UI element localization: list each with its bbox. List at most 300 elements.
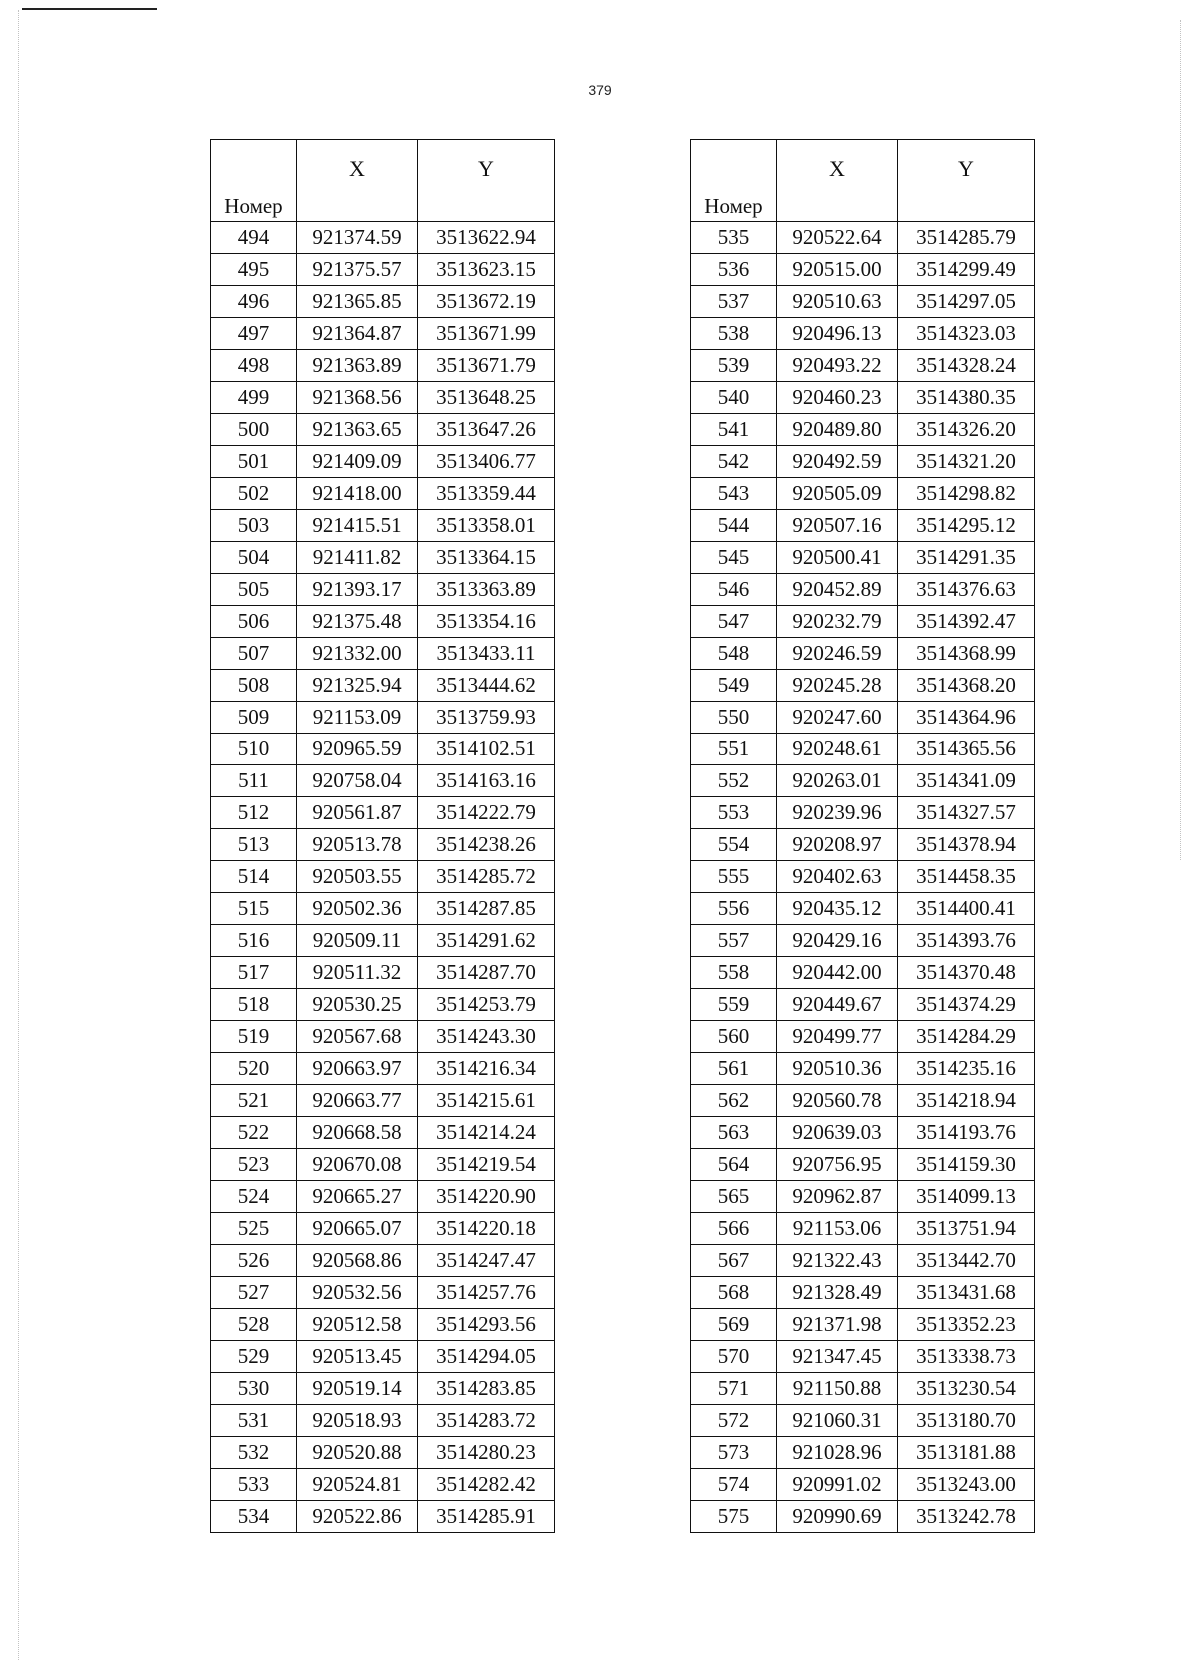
table-row (691, 573, 1035, 605)
y-coordinate-cell: 3514374.29 (898, 989, 1035, 1021)
x-coordinate-cell: 920402.63 (777, 861, 898, 893)
point-number-cell: 547 (691, 605, 777, 637)
y-coordinate-cell: 3514291.62 (418, 925, 555, 957)
point-number-cell: 504 (211, 541, 297, 573)
x-coordinate-cell: 921328.49 (777, 1276, 898, 1308)
point-number-cell: 560 (691, 1021, 777, 1053)
y-coordinate-cell: 3513352.23 (898, 1308, 1035, 1340)
table-row (691, 1436, 1035, 1468)
y-coordinate-cell: 3514218.94 (898, 1085, 1035, 1117)
table-row (211, 253, 555, 285)
table-row (691, 1021, 1035, 1053)
x-coordinate-cell: 920460.23 (777, 381, 898, 413)
y-coordinate-cell: 3514393.76 (898, 925, 1035, 957)
y-coordinate-cell: 3514400.41 (898, 893, 1035, 925)
table-row (691, 733, 1035, 765)
point-number-cell: 564 (691, 1149, 777, 1181)
x-coordinate-cell: 920522.64 (777, 222, 898, 254)
point-number-cell: 549 (691, 669, 777, 701)
table-row (211, 797, 555, 829)
point-number-cell: 553 (691, 797, 777, 829)
table-row (211, 381, 555, 413)
x-coordinate-cell: 921415.51 (297, 509, 418, 541)
table-row (211, 1468, 555, 1500)
table-row (691, 1404, 1035, 1436)
table-row (211, 669, 555, 701)
table-row (211, 477, 555, 509)
y-coordinate-cell: 3514327.57 (898, 797, 1035, 829)
scan-edge-right (1180, 20, 1183, 860)
y-coordinate-cell: 3514326.20 (898, 413, 1035, 445)
table-row (211, 222, 555, 254)
table-row (691, 829, 1035, 861)
x-coordinate-cell: 920489.80 (777, 413, 898, 445)
y-coordinate-cell: 3513671.99 (418, 317, 555, 349)
x-coordinate-cell: 920429.16 (777, 925, 898, 957)
table-row (691, 381, 1035, 413)
y-coordinate-cell: 3514285.91 (418, 1500, 555, 1532)
y-coordinate-cell: 3514298.82 (898, 477, 1035, 509)
y-coordinate-cell: 3514341.09 (898, 765, 1035, 797)
y-coordinate-cell: 3514099.13 (898, 1181, 1035, 1213)
point-number-cell: 567 (691, 1245, 777, 1277)
y-coordinate-cell: 3513180.70 (898, 1404, 1035, 1436)
y-coordinate-cell: 3514280.23 (418, 1436, 555, 1468)
scan-edge-left (18, 10, 21, 1660)
table-row (691, 637, 1035, 669)
x-coordinate-cell: 920208.97 (777, 829, 898, 861)
table-row (691, 701, 1035, 733)
x-coordinate-cell: 920561.87 (297, 797, 418, 829)
x-coordinate-cell: 920663.97 (297, 1053, 418, 1085)
x-coordinate-cell: 921153.06 (777, 1213, 898, 1245)
x-coordinate-cell: 920990.69 (777, 1500, 898, 1532)
point-number-cell: 502 (211, 477, 297, 509)
table-row (691, 605, 1035, 637)
x-coordinate-cell: 920509.11 (297, 925, 418, 957)
point-number-cell: 509 (211, 701, 297, 733)
point-number-cell: 561 (691, 1053, 777, 1085)
table-row (691, 925, 1035, 957)
y-coordinate-cell: 3514282.42 (418, 1468, 555, 1500)
x-coordinate-cell: 921060.31 (777, 1404, 898, 1436)
column-header-y: Y (898, 140, 1035, 222)
table-row (211, 1340, 555, 1372)
point-number-cell: 552 (691, 765, 777, 797)
table-row (691, 222, 1035, 254)
y-coordinate-cell: 3514235.16 (898, 1053, 1035, 1085)
point-number-cell: 544 (691, 509, 777, 541)
x-coordinate-cell: 921153.09 (297, 701, 418, 733)
x-coordinate-cell: 920435.12 (777, 893, 898, 925)
point-number-cell: 528 (211, 1308, 297, 1340)
x-coordinate-cell: 920500.41 (777, 541, 898, 573)
x-coordinate-cell: 920239.96 (777, 797, 898, 829)
x-coordinate-cell: 921371.98 (777, 1308, 898, 1340)
table-row (211, 1372, 555, 1404)
point-number-cell: 570 (691, 1340, 777, 1372)
x-coordinate-cell: 920568.86 (297, 1245, 418, 1277)
y-coordinate-cell: 3514159.30 (898, 1149, 1035, 1181)
point-number-cell: 497 (211, 317, 297, 349)
point-number-cell: 524 (211, 1181, 297, 1213)
point-number-cell: 503 (211, 509, 297, 541)
y-coordinate-cell: 3513431.68 (898, 1276, 1035, 1308)
x-coordinate-cell: 920639.03 (777, 1117, 898, 1149)
point-number-cell: 531 (211, 1404, 297, 1436)
y-coordinate-cell: 3514287.70 (418, 957, 555, 989)
point-number-cell: 535 (691, 222, 777, 254)
table-row (691, 1149, 1035, 1181)
y-coordinate-cell: 3514219.54 (418, 1149, 555, 1181)
table-row (691, 445, 1035, 477)
point-number-cell: 556 (691, 893, 777, 925)
x-coordinate-cell: 921374.59 (297, 222, 418, 254)
y-coordinate-cell: 3513363.89 (418, 573, 555, 605)
table-header-row (211, 140, 555, 222)
y-coordinate-cell: 3514220.18 (418, 1213, 555, 1245)
point-number-cell: 516 (211, 925, 297, 957)
table-header-row (691, 140, 1035, 222)
table-row (211, 893, 555, 925)
table-row (691, 1053, 1035, 1085)
point-number-cell: 536 (691, 253, 777, 285)
y-coordinate-cell: 3514222.79 (418, 797, 555, 829)
y-coordinate-cell: 3514458.35 (898, 861, 1035, 893)
x-coordinate-cell: 920567.68 (297, 1021, 418, 1053)
y-coordinate-cell: 3513671.79 (418, 349, 555, 381)
point-number-cell: 507 (211, 637, 297, 669)
x-coordinate-cell: 921368.56 (297, 381, 418, 413)
y-coordinate-cell: 3513359.44 (418, 477, 555, 509)
y-coordinate-cell: 3514376.63 (898, 573, 1035, 605)
x-coordinate-cell: 920522.86 (297, 1500, 418, 1532)
point-number-cell: 518 (211, 989, 297, 1021)
x-coordinate-cell: 920511.32 (297, 957, 418, 989)
x-coordinate-cell: 920449.67 (777, 989, 898, 1021)
table-row (211, 1213, 555, 1245)
y-coordinate-cell: 3514287.85 (418, 893, 555, 925)
table-row (691, 1213, 1035, 1245)
point-number-cell: 511 (211, 765, 297, 797)
y-coordinate-cell: 3514378.94 (898, 829, 1035, 861)
x-coordinate-cell: 920512.58 (297, 1308, 418, 1340)
table-row (211, 1404, 555, 1436)
x-coordinate-cell: 920510.36 (777, 1053, 898, 1085)
point-number-cell: 551 (691, 733, 777, 765)
scan-mark (22, 8, 157, 10)
table-row (691, 957, 1035, 989)
table-row (691, 669, 1035, 701)
x-coordinate-cell: 921028.96 (777, 1436, 898, 1468)
point-number-cell: 566 (691, 1213, 777, 1245)
y-coordinate-cell: 3514102.51 (418, 733, 555, 765)
table-row (211, 541, 555, 573)
column-header-number: Номер (691, 140, 777, 222)
point-number-cell: 569 (691, 1308, 777, 1340)
y-coordinate-cell: 3514293.56 (418, 1308, 555, 1340)
y-coordinate-cell: 3513338.73 (898, 1340, 1035, 1372)
y-coordinate-cell: 3513751.94 (898, 1213, 1035, 1245)
y-coordinate-cell: 3514285.72 (418, 861, 555, 893)
table-row (211, 701, 555, 733)
y-coordinate-cell: 3514328.24 (898, 349, 1035, 381)
x-coordinate-cell: 921418.00 (297, 477, 418, 509)
x-coordinate-cell: 921364.87 (297, 317, 418, 349)
table-row (691, 1181, 1035, 1213)
table-row (211, 349, 555, 381)
x-coordinate-cell: 921150.88 (777, 1372, 898, 1404)
table-row (211, 1500, 555, 1532)
x-coordinate-cell: 920263.01 (777, 765, 898, 797)
y-coordinate-cell: 3513358.01 (418, 509, 555, 541)
x-coordinate-cell: 920502.36 (297, 893, 418, 925)
x-coordinate-cell: 921347.45 (777, 1340, 898, 1372)
point-number-cell: 568 (691, 1276, 777, 1308)
table-row (691, 989, 1035, 1021)
x-coordinate-cell: 920492.59 (777, 445, 898, 477)
column-header-x: X (297, 140, 418, 222)
x-coordinate-cell: 921332.00 (297, 637, 418, 669)
table-row (691, 349, 1035, 381)
y-coordinate-cell: 3514220.90 (418, 1181, 555, 1213)
point-number-cell: 559 (691, 989, 777, 1021)
table-row (211, 1117, 555, 1149)
table-row (211, 445, 555, 477)
point-number-cell: 521 (211, 1085, 297, 1117)
table-row (691, 1340, 1035, 1372)
y-coordinate-cell: 3514216.34 (418, 1053, 555, 1085)
point-number-cell: 558 (691, 957, 777, 989)
y-coordinate-cell: 3514285.79 (898, 222, 1035, 254)
y-coordinate-cell: 3514215.61 (418, 1085, 555, 1117)
point-number-cell: 563 (691, 1117, 777, 1149)
x-coordinate-cell: 920513.45 (297, 1340, 418, 1372)
x-coordinate-cell: 921393.17 (297, 573, 418, 605)
table-row (691, 1117, 1035, 1149)
point-number-cell: 534 (211, 1500, 297, 1532)
table-row (211, 829, 555, 861)
y-coordinate-cell: 3514253.79 (418, 989, 555, 1021)
y-coordinate-cell: 3513444.62 (418, 669, 555, 701)
x-coordinate-cell: 920515.00 (777, 253, 898, 285)
point-number-cell: 574 (691, 1468, 777, 1500)
x-coordinate-cell: 921375.57 (297, 253, 418, 285)
y-coordinate-cell: 3514368.20 (898, 669, 1035, 701)
point-number-cell: 533 (211, 1468, 297, 1500)
table-row (211, 573, 555, 605)
y-coordinate-cell: 3514283.85 (418, 1372, 555, 1404)
x-coordinate-cell: 920965.59 (297, 733, 418, 765)
table-row (211, 861, 555, 893)
point-number-cell: 495 (211, 253, 297, 285)
point-number-cell: 540 (691, 381, 777, 413)
x-coordinate-cell: 921363.65 (297, 413, 418, 445)
y-coordinate-cell: 3514284.29 (898, 1021, 1035, 1053)
x-coordinate-cell: 921322.43 (777, 1245, 898, 1277)
y-coordinate-cell: 3513622.94 (418, 222, 555, 254)
y-coordinate-cell: 3514297.05 (898, 285, 1035, 317)
point-number-cell: 500 (211, 413, 297, 445)
y-coordinate-cell: 3513672.19 (418, 285, 555, 317)
point-number-cell: 498 (211, 349, 297, 381)
column-header-number: Номер (211, 140, 297, 222)
x-coordinate-cell: 920532.56 (297, 1276, 418, 1308)
table-row (211, 605, 555, 637)
x-coordinate-cell: 920507.16 (777, 509, 898, 541)
y-coordinate-cell: 3513442.70 (898, 1245, 1035, 1277)
table-row (691, 413, 1035, 445)
y-coordinate-cell: 3514243.30 (418, 1021, 555, 1053)
x-coordinate-cell: 921411.82 (297, 541, 418, 573)
table-row (211, 1053, 555, 1085)
y-coordinate-cell: 3514299.49 (898, 253, 1035, 285)
y-coordinate-cell: 3514295.12 (898, 509, 1035, 541)
point-number-cell: 510 (211, 733, 297, 765)
table-row (211, 1245, 555, 1277)
x-coordinate-cell: 920520.88 (297, 1436, 418, 1468)
y-coordinate-cell: 3514283.72 (418, 1404, 555, 1436)
x-coordinate-cell: 920665.27 (297, 1181, 418, 1213)
table-row (691, 1085, 1035, 1117)
y-coordinate-cell: 3514368.99 (898, 637, 1035, 669)
y-coordinate-cell: 3514163.16 (418, 765, 555, 797)
x-coordinate-cell: 920513.78 (297, 829, 418, 861)
point-number-cell: 530 (211, 1372, 297, 1404)
point-number-cell: 571 (691, 1372, 777, 1404)
point-number-cell: 554 (691, 829, 777, 861)
table-row (691, 1500, 1035, 1532)
y-coordinate-cell: 3514323.03 (898, 317, 1035, 349)
table-row (691, 797, 1035, 829)
y-coordinate-cell: 3513181.88 (898, 1436, 1035, 1468)
point-number-cell: 505 (211, 573, 297, 605)
x-coordinate-cell: 920503.55 (297, 861, 418, 893)
x-coordinate-cell: 920452.89 (777, 573, 898, 605)
x-coordinate-cell: 920530.25 (297, 989, 418, 1021)
point-number-cell: 538 (691, 317, 777, 349)
x-coordinate-cell: 920510.63 (777, 285, 898, 317)
point-number-cell: 522 (211, 1117, 297, 1149)
point-number-cell: 515 (211, 893, 297, 925)
x-coordinate-cell: 920496.13 (777, 317, 898, 349)
y-coordinate-cell: 3514365.56 (898, 733, 1035, 765)
column-header-x: X (777, 140, 898, 222)
point-number-cell: 575 (691, 1500, 777, 1532)
point-number-cell: 519 (211, 1021, 297, 1053)
table-row (691, 285, 1035, 317)
table-row (211, 317, 555, 349)
point-number-cell: 523 (211, 1149, 297, 1181)
point-number-cell: 512 (211, 797, 297, 829)
point-number-cell: 527 (211, 1276, 297, 1308)
table-row (211, 1308, 555, 1340)
y-coordinate-cell: 3514291.35 (898, 541, 1035, 573)
x-coordinate-cell: 920524.81 (297, 1468, 418, 1500)
x-coordinate-cell: 920246.59 (777, 637, 898, 669)
point-number-cell: 573 (691, 1436, 777, 1468)
point-number-cell: 526 (211, 1245, 297, 1277)
x-coordinate-cell: 920248.61 (777, 733, 898, 765)
x-coordinate-cell: 921409.09 (297, 445, 418, 477)
table-row (691, 317, 1035, 349)
point-number-cell: 543 (691, 477, 777, 509)
x-coordinate-cell: 920505.09 (777, 477, 898, 509)
table-row (211, 925, 555, 957)
x-coordinate-cell: 921363.89 (297, 349, 418, 381)
x-coordinate-cell: 920518.93 (297, 1404, 418, 1436)
y-coordinate-cell: 3513354.16 (418, 605, 555, 637)
y-coordinate-cell: 3514257.76 (418, 1276, 555, 1308)
table-row (211, 1181, 555, 1213)
table-row (211, 957, 555, 989)
table-row (691, 1245, 1035, 1277)
point-number-cell: 557 (691, 925, 777, 957)
table-row (691, 477, 1035, 509)
point-number-cell: 548 (691, 637, 777, 669)
table-row (211, 285, 555, 317)
x-coordinate-cell: 920668.58 (297, 1117, 418, 1149)
table-row (691, 541, 1035, 573)
point-number-cell: 496 (211, 285, 297, 317)
point-number-cell: 517 (211, 957, 297, 989)
point-number-cell: 539 (691, 349, 777, 381)
x-coordinate-cell: 920232.79 (777, 605, 898, 637)
table-row (211, 637, 555, 669)
y-coordinate-cell: 3514321.20 (898, 445, 1035, 477)
point-number-cell: 494 (211, 222, 297, 254)
point-number-cell: 541 (691, 413, 777, 445)
point-number-cell: 542 (691, 445, 777, 477)
point-number-cell: 508 (211, 669, 297, 701)
table-row (691, 893, 1035, 925)
x-coordinate-cell: 920991.02 (777, 1468, 898, 1500)
x-coordinate-cell: 920493.22 (777, 349, 898, 381)
y-coordinate-cell: 3513623.15 (418, 253, 555, 285)
table-row (211, 1021, 555, 1053)
y-coordinate-cell: 3514193.76 (898, 1117, 1035, 1149)
table-row (211, 1276, 555, 1308)
y-coordinate-cell: 3513433.11 (418, 637, 555, 669)
x-coordinate-cell: 920519.14 (297, 1372, 418, 1404)
point-number-cell: 513 (211, 829, 297, 861)
y-coordinate-cell: 3513364.15 (418, 541, 555, 573)
point-number-cell: 529 (211, 1340, 297, 1372)
point-number-cell: 545 (691, 541, 777, 573)
table-row (691, 509, 1035, 541)
table-row (211, 413, 555, 445)
y-coordinate-cell: 3514380.35 (898, 381, 1035, 413)
x-coordinate-cell: 920756.95 (777, 1149, 898, 1181)
point-number-cell: 562 (691, 1085, 777, 1117)
point-number-cell: 555 (691, 861, 777, 893)
point-number-cell: 537 (691, 285, 777, 317)
table-row (211, 765, 555, 797)
x-coordinate-cell: 920247.60 (777, 701, 898, 733)
table-row (691, 765, 1035, 797)
y-coordinate-cell: 3513648.25 (418, 381, 555, 413)
x-coordinate-cell: 920758.04 (297, 765, 418, 797)
x-coordinate-cell: 920962.87 (777, 1181, 898, 1213)
y-coordinate-cell: 3514364.96 (898, 701, 1035, 733)
coordinates-table-right (690, 139, 1035, 1533)
x-coordinate-cell: 920560.78 (777, 1085, 898, 1117)
point-number-cell: 532 (211, 1436, 297, 1468)
x-coordinate-cell: 920245.28 (777, 669, 898, 701)
point-number-cell: 546 (691, 573, 777, 605)
table-row (211, 1436, 555, 1468)
table-row (211, 989, 555, 1021)
